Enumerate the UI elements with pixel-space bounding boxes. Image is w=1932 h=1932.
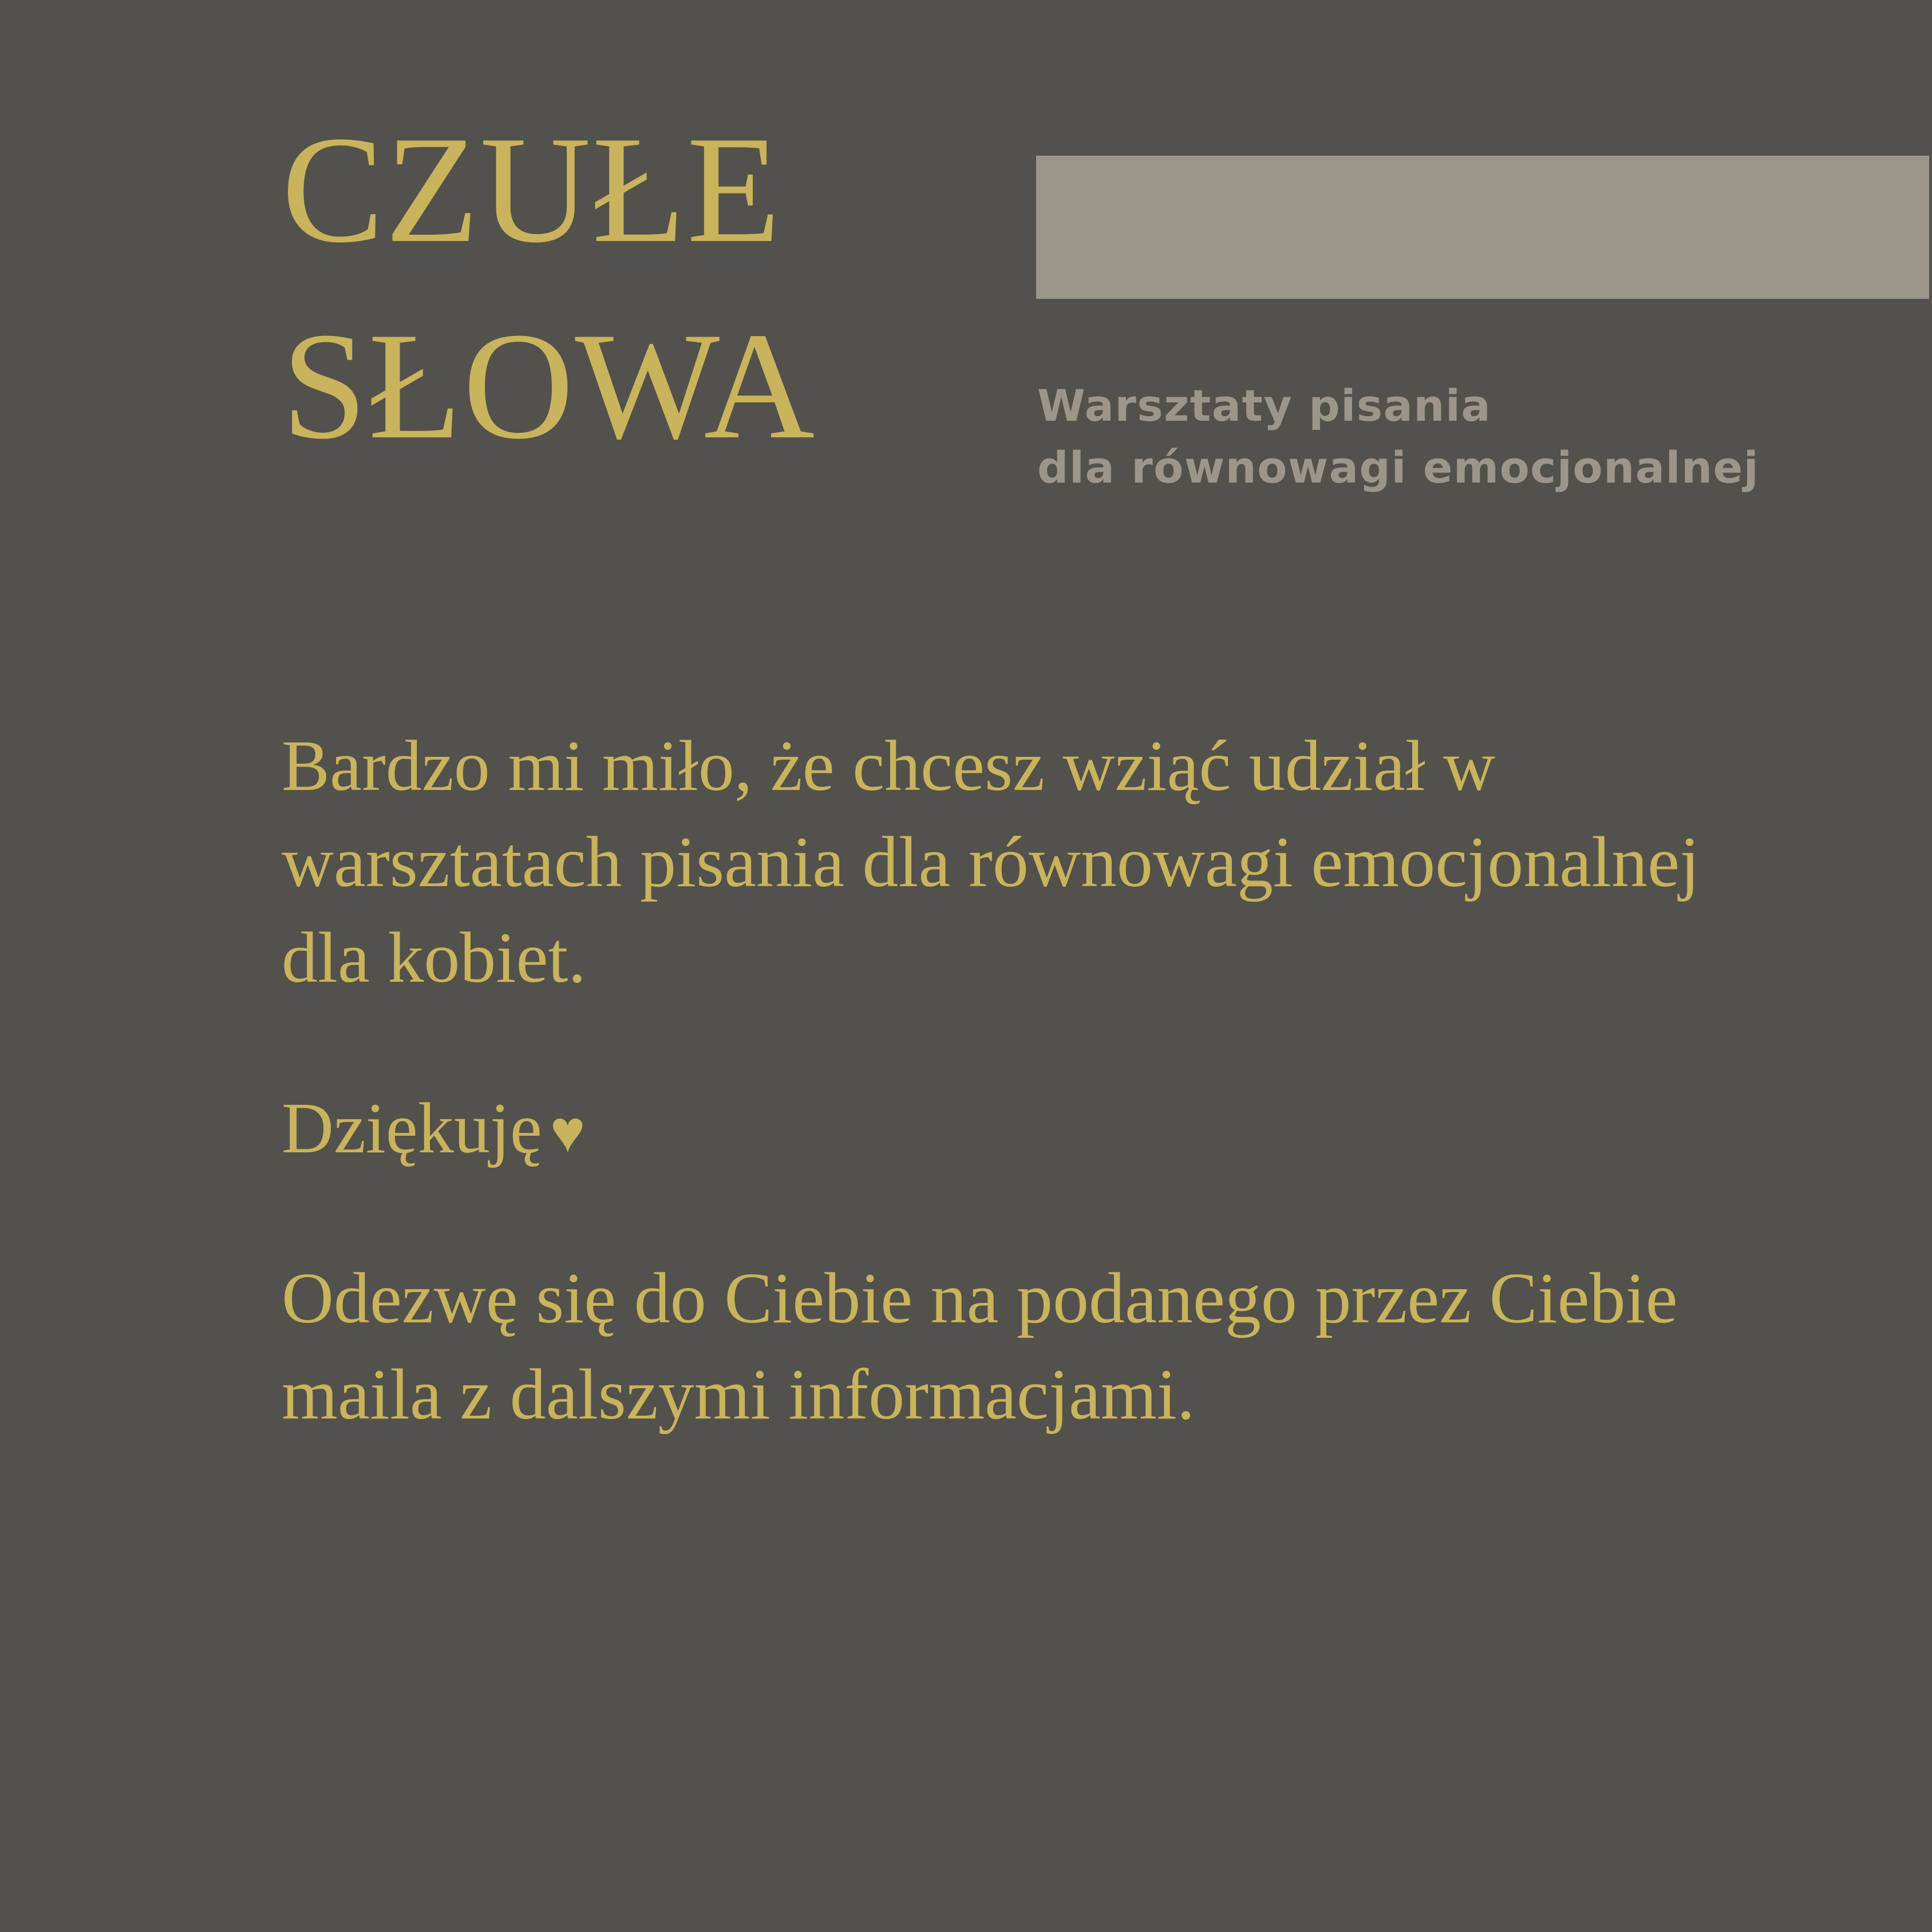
poster-title [282,104,1037,471]
body-paragraph-thanks [282,1081,1747,1177]
thanks-text: Dziękuję [282,1088,542,1168]
subtitle-line-2: dla równowagi emocjonalnej [1037,441,1760,493]
poster-body [282,718,1747,1443]
subtitle-line-1: Warsztaty pisania [1037,380,1492,431]
body-paragraph-followup: Odezwę się do Ciebie na podanego przez Ciebie maila z dalszymi informacjami. [282,1259,1678,1435]
body-paragraph-intro: Bardzo mi miło, że chcesz wziąć udział w warsztatach pisania dla równowagi emocjonalnej dla kobiet. [282,726,1700,998]
title-line-1: CZUŁE [282,104,782,274]
heart-icon: ♥ [550,1099,586,1165]
poster-subtitle [1037,375,1930,499]
title-line-2: SŁOWA [282,300,816,471]
poster-header [0,0,1932,561]
header-decor-bar [1036,156,1929,299]
